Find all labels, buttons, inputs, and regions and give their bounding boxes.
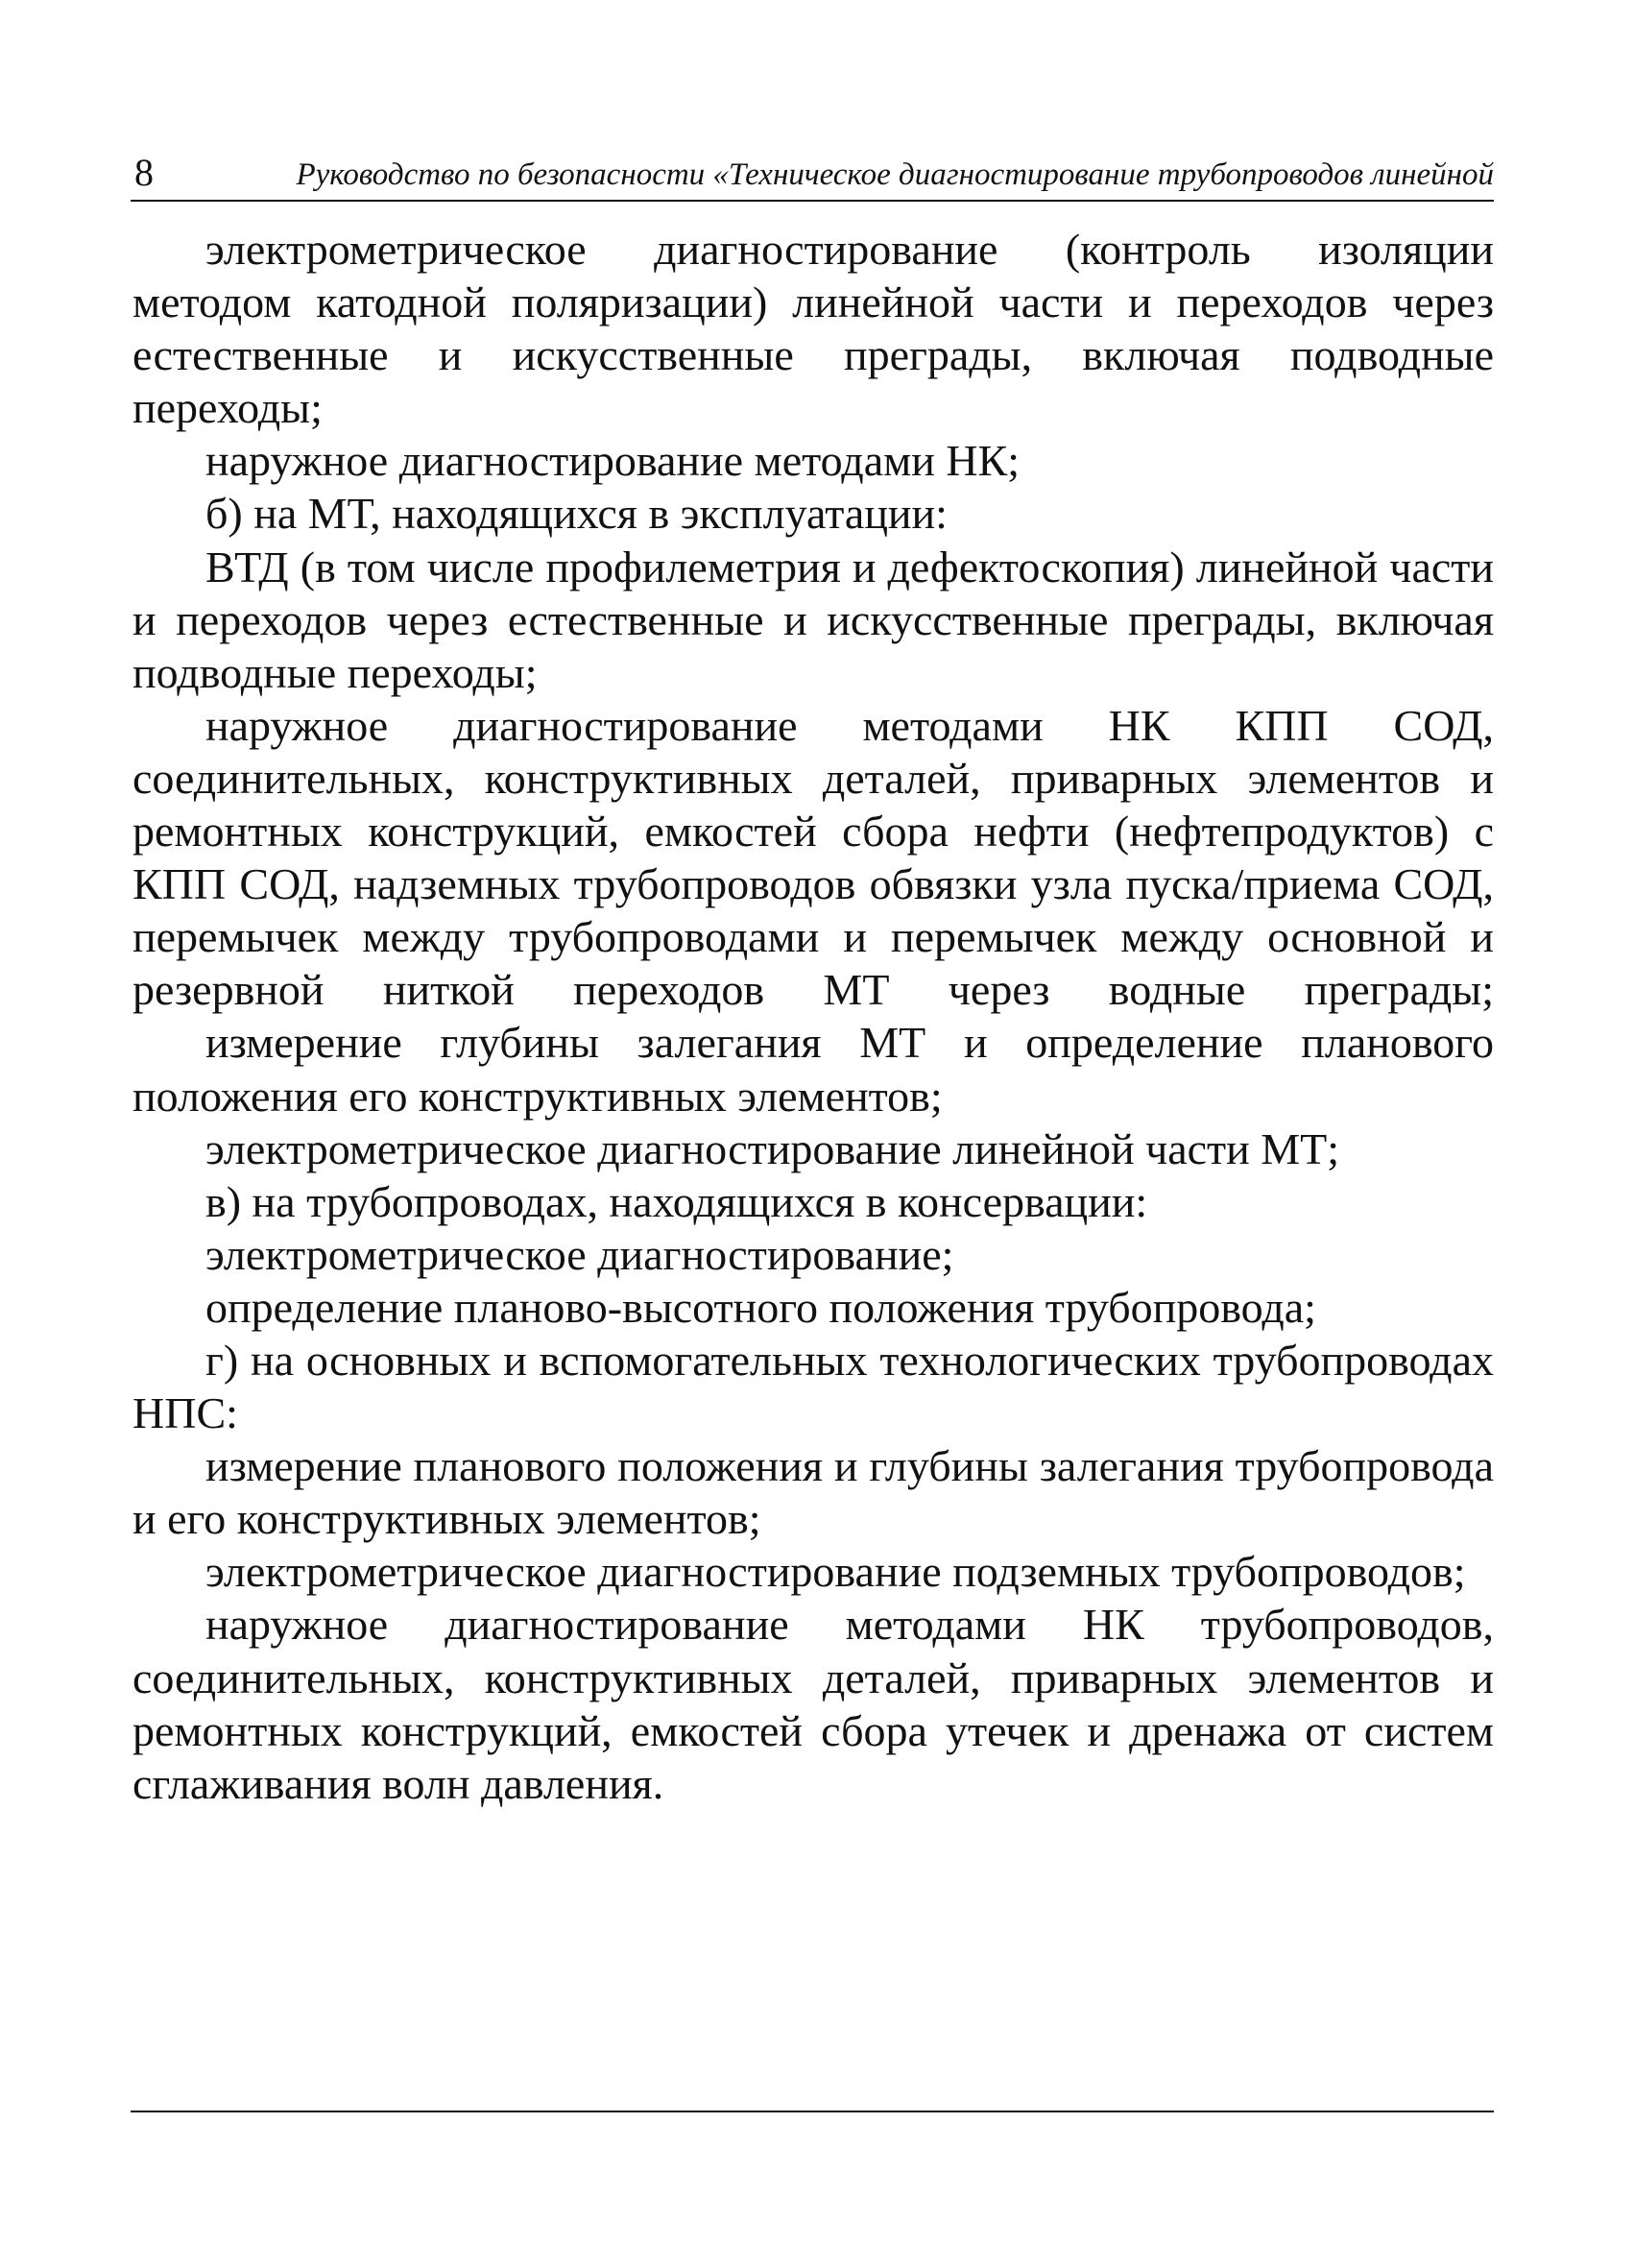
paragraph-item-v: в) на трубопроводах, находящихся в консервации:	[205, 1176, 1148, 1226]
paragraph-depth-measurement: измерение глубины залегания МТ и определение планового положения его конструктивных элементов;	[132, 1018, 1494, 1121]
body-text	[132, 223, 1494, 1810]
paragraph-ilt: ВТД (в том числе профилеметрия и дефектоскопия) линейной части и переходов через естественные и искусственные преграды, включая подводные переходы;	[132, 542, 1494, 697]
paragraph-position-depth: измерение планового положения и глубины залегания трубопровода и его конструктивных элементов;	[132, 1441, 1494, 1544]
page-number: 8	[134, 151, 154, 194]
paragraph-item-b: б) на МТ, находящихся в эксплуатации:	[205, 489, 948, 539]
paragraph-external-ndt: наружное диагностирование методами НК;	[205, 436, 1021, 486]
paragraph-electrometric: электрометрическое диагностирование;	[205, 1229, 954, 1279]
running-header	[131, 142, 1494, 202]
paragraph-elevation-position: определение планово-высотного положения трубопровода;	[205, 1282, 1316, 1332]
paragraph-external-ndt-pig-traps: наружное диагностирование методами НК КПП СОД, соединительных, конструктивных деталей, приварных элементов и ремонтных конструкций, емкостей сбора нефти (нефтепродуктов) с КПП СОД, надземных трубопроводов обвязки узла пуска/приема СОД, перемычек между трубопроводами и перемычек между основной и резервной ниткой переходов МТ через водные преграды;	[132, 700, 1494, 1015]
paragraph-electrometric-insulation: электрометрическое диагностирование (контроль изоляции методом катодной поляризации) линейной части и переходов через естественные и искусственные преграды, включая подводные переходы;	[132, 225, 1494, 433]
footnote-divider	[131, 2111, 1494, 2112]
paragraph-electrometric-linear: электрометрическое диагностирование линейной части МТ;	[205, 1123, 1340, 1173]
running-title: Руководство по безопасности «Техническое диагностирование трубопроводов линейной	[296, 157, 1494, 192]
paragraph-electrometric-underground: электрометрическое диагностирование подземных трубопроводов;	[205, 1547, 1466, 1597]
paragraph-external-ndt-pipelines: наружное диагностирование методами НК трубопроводов, соединительных, конструктивных деталей, приварных элементов и ремонтных конструкций, емкостей сбора утечек и дренажа от систем сглаживания волн давления.	[132, 1600, 1494, 1808]
paragraph-item-g: г) на основных и вспомогательных технологических трубопроводах НПС:	[132, 1335, 1494, 1438]
